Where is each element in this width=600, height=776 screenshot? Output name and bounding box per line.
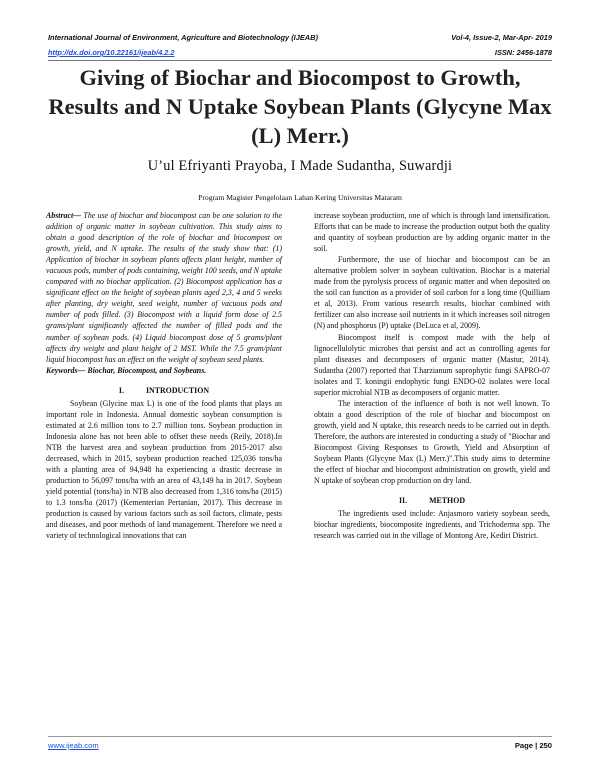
volume-issue: Vol-4, Issue-2, Mar-Apr- 2019: [451, 33, 552, 42]
intro-title: INTRODUCTION: [145, 385, 210, 395]
abstract: [46, 210, 282, 365]
intro-paragraph-4: The interaction of the influence of both is not well known. To obtain a good description of the role of biochar and biocompost on growth, yield and N uptake, this research needs to be carried out in depth. Therefore, the authors are interested in conducting a study of "Biochar and Biocompost Giving Responses to Growth, Yield and Absorption of Soybean Plants (Glycyne Max (L) Merr.)".This study aims to determine the effect of biochar and biocompost administration on growth, yield and N uptake of soybean crop production on dry land.: [314, 398, 550, 486]
method-title: METHOD: [429, 496, 466, 506]
issn: ISSN: 2456-1878: [494, 48, 552, 57]
keywords: Keywords— Biochar, Biocompost, and Soybeans.: [46, 365, 207, 375]
affiliation: Program Magister Pengelolaan Lahan Kering Universitas Mataram: [198, 193, 402, 202]
intro-paragraph-2: Furthermore, the use of biochar and biocompost can be an alternative problem solver in soybean cultivation. Biochar is a material made from the pyrolysis process of organic matter and when deposited on the soil can function as a provider of soil carbon for a long time (Quilliam et al, 2013). From various research results, biochar combined with fertilizer can also increase soil nutrients in it which increases soil nitrogen (N) and phosphorus (P) uptake (DeLuca et al, 2009).: [314, 255, 550, 331]
journal-name: International Journal of Environment, Agriculture and Biotechnology (IJEAB): [48, 33, 318, 42]
method-heading: [314, 495, 550, 506]
intro-heading: [46, 385, 282, 396]
intro-paragraph-1-continued: increase soybean production, one of which is through land intensification. Efforts that can be made to increase the production output both the quality and quantity of soybean production are by adding organic matter in the soil.: [314, 211, 550, 254]
author-list: U’ul Efriyanti Prayoba, I Made Sudantha, Suwardji: [147, 158, 453, 174]
intro-paragraph-1: Soybean (Glycine max L) is one of the food plants that plays an important role in Indonesia. Annual domestic soybean consumption is estimated at 2.6 million tons to 2.7 million tons. Soybean production in Indonesia alone has not been able to offset these needs (Reily, 2018).In NTB the harvest area and soybean production from 2015-2017 also decreased, which in 2015, soybean production reached 125,036 tons/ha with a planting area of 94,948 ha experiencing a drastic decrease in production to 56,097 tons/ha with an area of 43,149 ha in 2017. Soybean yield potential (tons/ha) in NTB also decreased from 1,316 tons/ha (2015) to 1.3 tons/ha (2017) (Kementerian Pertanian, 2017). This decrease in production is caused by various factors such as soil factors, climate, pests and diseases, and poor methods of land management. Therefore we need a variety of technological innovations that can: [46, 398, 282, 541]
footer-link[interactable]: www.ijeab.com: [48, 741, 99, 750]
footer-divider: [48, 736, 552, 737]
page-number: Page | 250: [514, 741, 552, 750]
method-number: II.: [398, 496, 408, 506]
paper-title: Giving of Biochar and Biocompost to Growth, Results and N Uptake Soybean Plants (Glycyne Max (L) Merr.): [48, 65, 552, 148]
method-paragraph-1: The ingredients used include: Anjasmoro variety soybean seeds, biochar ingredients, biocomposite ingredients, and Trichoderma spp. The research was carried out in the village of Montong Are, Kediri District.: [314, 509, 550, 541]
right-column: [314, 210, 550, 541]
abstract-text: The use of biochar and biocompost can be one solution to the addition of organic matter in soybean cultivation. This study aims to obtain a good description of the role of biochar and biocompost on growth, yield, and N uptake. The results of the study show that: (1) Application of biochar in soybean plants affects plant height, number of vacuous pods, number of pods containing, weight 100 seeds, and N uptake compared with no biochar application. (2) Biocompost application has a significant effect on the height of soybean plants aged 2,3, 4 and 5 weeks after planting, dry weight, seed weight, number of vacuous pods and number of pods filled. (3) Biocompost with a liquid form dose of 2.5 grams/plant significantly affected the number of filled pods and the number of soybean pods. (4) Liquid biocompost dose of 5 grams/plant affects dry weight and plant height of 2 MST. While the 7.5 gram/plant liquid biocompost has an effect on the weight of soybean seed plants.: [46, 211, 282, 364]
intro-number: I.: [118, 385, 124, 395]
abstract-label: Abstract—: [46, 211, 82, 220]
running-header: [48, 33, 552, 42]
intro-paragraph-3: Biocompost itself is compost made with the help of lignocellulolytic microbes that persist and act as controlling agents for plant diseases and decomposers of organic matter (Mastur, 2014). Sudantha (2007) reported that T.harzianum saprophytic fungi SAPRO-07 isolates and T. koningii endophytic fungi ENDO-02 isolates were local superior microbial NTB as decomposers of organic matter.: [314, 332, 550, 397]
left-column: [46, 210, 282, 541]
doi-link[interactable]: http://dx.doi.org/10.22161/ijeab/4.2.2: [48, 48, 175, 57]
doi-row: [48, 48, 552, 57]
header-divider: [48, 60, 552, 61]
